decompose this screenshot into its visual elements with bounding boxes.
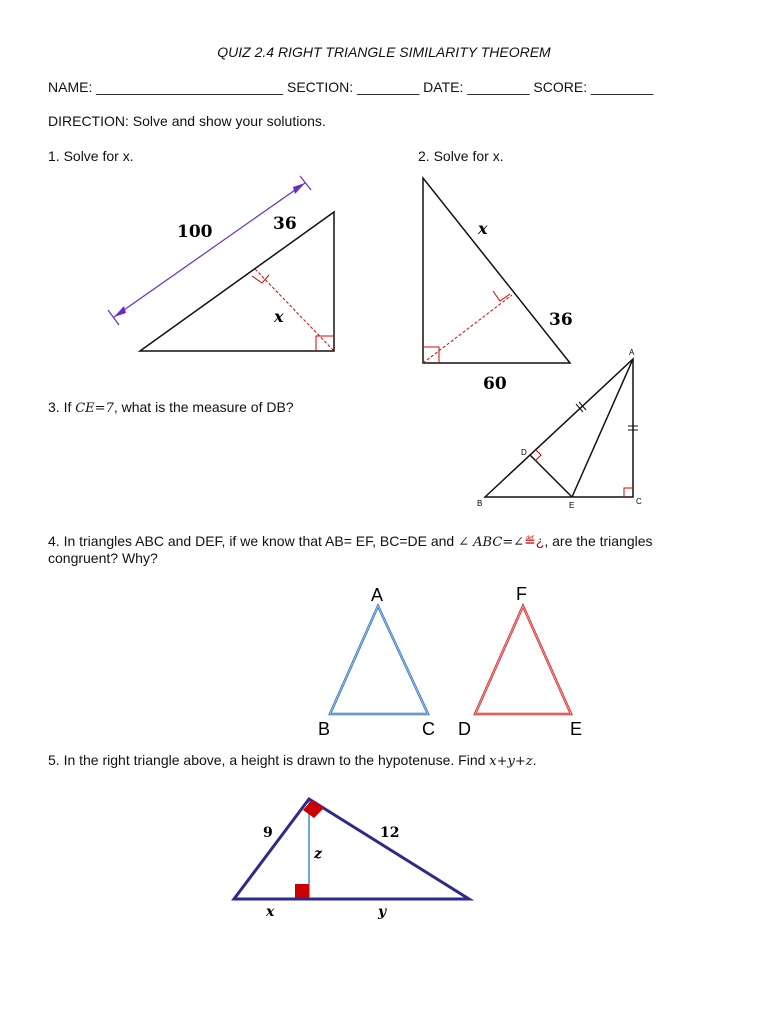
q2-triangle-figure bbox=[423, 178, 573, 394]
q4-label-f: F bbox=[516, 584, 527, 604]
q3-triangle bbox=[485, 359, 633, 497]
q2-altitude bbox=[423, 295, 512, 363]
question-2-text: 2. Solve for x. bbox=[418, 148, 504, 164]
q2-right-angle-mark-corner bbox=[423, 347, 439, 363]
q1-arrow-right-icon bbox=[293, 183, 305, 194]
broken-glyph: ≝¿ bbox=[524, 533, 545, 549]
q1-triangle-figure bbox=[108, 176, 334, 351]
q1-dimension-line bbox=[114, 183, 305, 317]
q5-right-angle-mark-foot bbox=[295, 884, 309, 898]
q3-label-c: C bbox=[636, 497, 642, 506]
q2-label-60: 60 bbox=[483, 374, 507, 394]
q5-triangle bbox=[234, 799, 469, 899]
q5-label-9: 9 bbox=[263, 825, 273, 841]
question-1-text: 1. Solve for x. bbox=[48, 148, 134, 164]
q4-triangle-def bbox=[475, 606, 571, 714]
question-4-text-line2: congruent? Why? bbox=[48, 550, 158, 566]
q2-right-angle-mark-alt bbox=[493, 291, 510, 301]
question-5-text: 5. In the right triangle above, a height is drawn to the hypotenuse. Find x+y+z. bbox=[48, 752, 537, 769]
q4-triangle-abc bbox=[330, 606, 428, 714]
q1-right-angle-mark-alt bbox=[252, 275, 269, 283]
q1-altitude bbox=[255, 269, 334, 351]
q5-triangle-figure bbox=[234, 799, 469, 920]
q2-label-36: 36 bbox=[549, 310, 573, 330]
angle-equation: ∠ ABC=∠ bbox=[458, 535, 525, 550]
q3-triangle-figure bbox=[477, 348, 642, 510]
q1-dimension-tick-left bbox=[108, 310, 119, 325]
q1-arrow-left-icon bbox=[114, 306, 126, 317]
q1-label-36: 36 bbox=[273, 214, 297, 234]
q4-triangle-def-highlight bbox=[475, 606, 571, 714]
q4-label-e: E bbox=[570, 719, 583, 739]
q4-triangle-abc-highlight bbox=[330, 606, 428, 714]
q3-right-angle-mark-c bbox=[624, 488, 633, 497]
q1-label-x: x bbox=[274, 307, 284, 326]
ce-equation: CE=7 bbox=[75, 401, 114, 416]
question-4-text-line1: 4. In triangles ABC and DEF, if we know that AB= EF, BC=DE and ∠ ABC=∠≝¿, are the triangles bbox=[48, 533, 653, 550]
q1-label-100: 100 bbox=[177, 222, 213, 242]
q3-segment-ae bbox=[572, 359, 633, 497]
q2-triangle bbox=[423, 178, 570, 363]
question-3-text: 3. If CE=7, what is the measure of DB? bbox=[48, 399, 294, 416]
q3-label-b: B bbox=[477, 499, 483, 508]
q3-right-angle-mark-d bbox=[535, 449, 541, 461]
quiz-title: QUIZ 2.4 RIGHT TRIANGLE SIMILARITY THEOREM bbox=[217, 44, 551, 60]
q4-triangles-figure bbox=[318, 584, 582, 739]
q3-label-d: D bbox=[521, 448, 527, 457]
q1-triangle bbox=[140, 212, 334, 351]
q2-label-x: x bbox=[478, 219, 488, 238]
q3-label-e: E bbox=[569, 501, 575, 510]
q5-label-z: z bbox=[314, 846, 322, 862]
q4-label-d: D bbox=[458, 719, 471, 739]
q4-label-a: A bbox=[371, 585, 384, 605]
q4-label-c: C bbox=[422, 719, 435, 739]
q3-segment-de bbox=[530, 455, 572, 497]
q5-label-y: y bbox=[378, 904, 387, 920]
q5-label-12: 12 bbox=[380, 825, 400, 841]
q3-label-a: A bbox=[629, 348, 635, 357]
q4-label-b: B bbox=[318, 719, 331, 739]
q5-label-x: x bbox=[266, 904, 275, 920]
q1-dimension-tick-right bbox=[300, 176, 311, 190]
direction-text: DIRECTION: Solve and show your solutions. bbox=[48, 113, 326, 129]
sum-expression: x+y+z bbox=[489, 754, 533, 769]
student-info-line: NAME: ________________________ SECTION: ________ DATE: ________ SCORE: ________ bbox=[48, 79, 654, 95]
